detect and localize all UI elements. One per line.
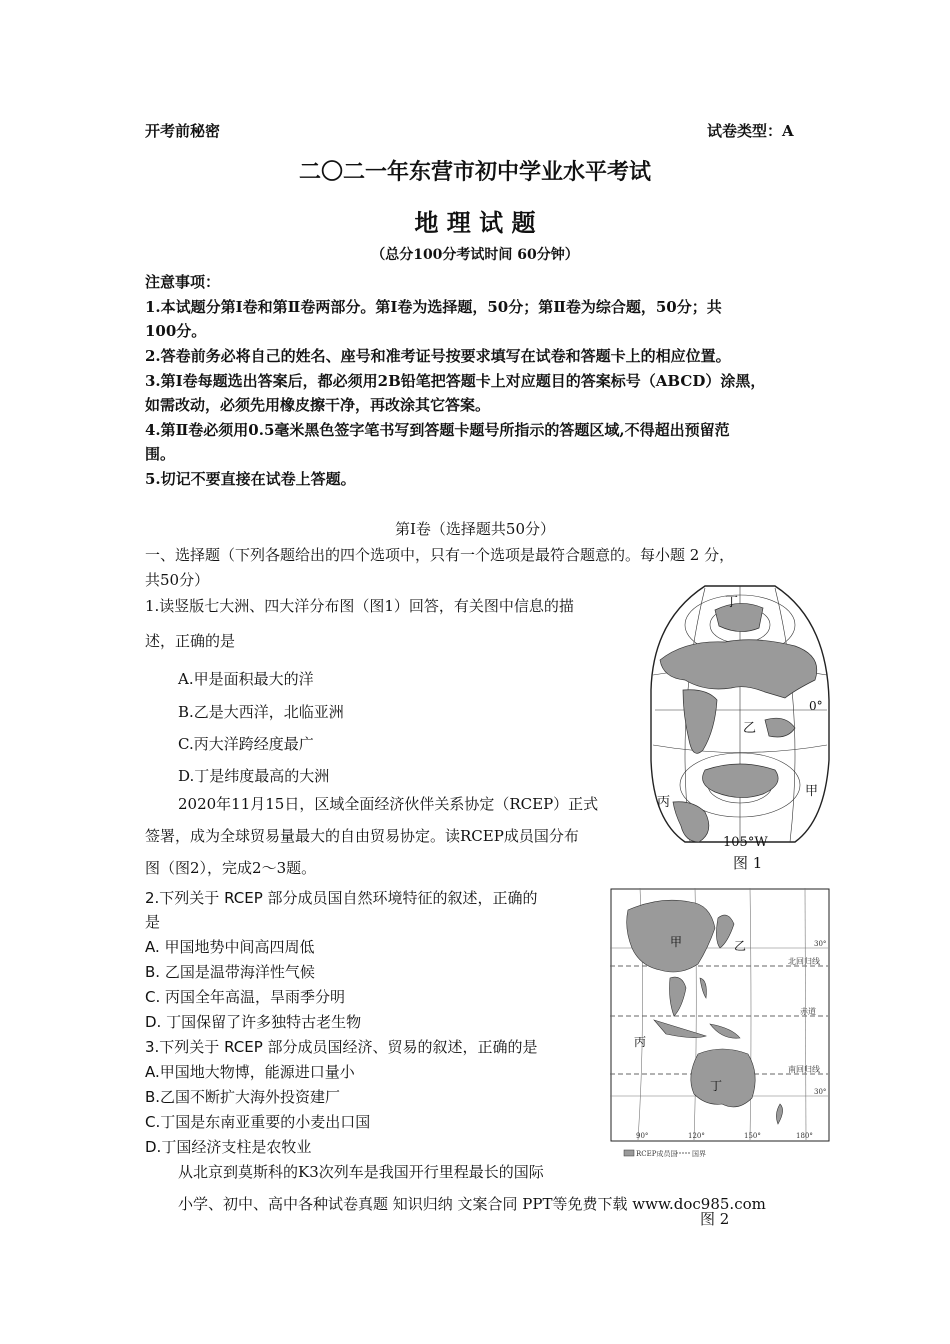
rcep-intro: 签署，成为全球贸易量最大的自由贸易协定。读RCEP成员国分布	[145, 827, 579, 845]
footer-watermark: 小学、初中、高中各种试卷真题 知识归纳 文案合同 PPT等免费下载 www.doc985.com	[178, 1195, 766, 1213]
figure-2-lat-30n: 30°	[814, 940, 827, 948]
rcep-intro: 图（图2），完成2～3题。	[145, 859, 317, 877]
notes-line: 围。	[145, 445, 176, 463]
figure-2-label-bing: 丙	[634, 1035, 647, 1049]
figure-2-rcep-map	[610, 888, 830, 1163]
notes-line: 2.答卷前务必将自己的姓名、座号和准考证号按要求填写在试卷和答题卡上的相应位置。	[145, 347, 731, 365]
question-3-option-c: C.丁国是东南亚重要的小麦出口国	[145, 1113, 371, 1131]
question-2-option-a: A. 甲国地势中间高四周低	[145, 938, 315, 956]
question-1-stem: 1.读竖版七大洲、四大洋分布图（图1）回答，有关图中信息的描	[145, 597, 574, 615]
notes-line: 3.第Ⅰ卷每题选出答案后，都必须用2B铅笔把答题卡上对应题目的答案标号（ABCD）涂黑，	[145, 372, 766, 390]
figure-2-lon-150: 150°	[744, 1132, 761, 1140]
notes-line: 4.第Ⅱ卷必须用0.5毫米黑色签字笔书写到答题卡题号所指示的答题区域,不得超出预留范	[145, 421, 730, 439]
notes-line: 如需改动，必须先用橡皮擦干净，再改涂其它答案。	[145, 396, 491, 414]
section-instruction: 共50分）	[145, 571, 210, 589]
figure-2-lon-120: 120°	[688, 1132, 705, 1140]
subject-title: 地 理 试 题	[414, 208, 536, 237]
notes-line: 5.切记不要直接在试卷上答题。	[145, 470, 356, 488]
notes-heading: 注意事项：	[145, 273, 221, 291]
question-3-option-a: A.甲国地大物博，能源进口量小	[145, 1063, 355, 1081]
figure-2-lon-90: 90°	[636, 1132, 649, 1140]
figure-2-equator: 赤道	[800, 1007, 816, 1016]
question-2-stem: 是	[145, 913, 161, 931]
question-2-option-d: D. 丁国保留了许多独特古老生物	[145, 1013, 362, 1031]
question-2-option-b: B. 乙国是温带海洋性气候	[145, 963, 315, 981]
paper-type-label: 试卷类型：A	[707, 122, 794, 140]
figure-1-label-yi: 乙	[743, 721, 757, 736]
figure-1-world-map	[645, 580, 835, 872]
question-1-option-a: A.甲是面积最大的洋	[178, 670, 314, 688]
figure-1-label-bing: 丙	[657, 795, 671, 810]
question-2-option-c: C. 丙国全年高温，旱雨季分明	[145, 988, 346, 1006]
section-instruction: 一、选择题（下列各题给出的四个选项中，只有一个选项是最符合题意的。每小题 2 分，	[145, 546, 735, 564]
figure-1-label-longitude: 105°W	[723, 835, 768, 850]
figure-2-caption: 图 2	[700, 1210, 730, 1228]
rcep-intro: 2020年11月15日，区域全面经济伙伴关系协定（RCEP）正式	[178, 795, 599, 813]
question-2-stem: 2.下列关于 RCEP 部分成员国自然环境特征的叙述，正确的	[145, 889, 538, 907]
exam-title: 二〇二一年东营市初中学业水平考试	[298, 159, 651, 185]
figure-2-label-jia: 甲	[670, 935, 683, 949]
figure-2-label-ding: 丁	[710, 1079, 723, 1093]
figure-2-tropic-south: 南回归线	[788, 1065, 820, 1074]
section-heading: 第Ⅰ卷（选择题共50分）	[394, 520, 555, 538]
figure-1-caption: 图 1	[733, 854, 763, 872]
question-3-option-b: B.乙国不断扩大海外投资建厂	[145, 1088, 341, 1106]
question-3-option-d: D.丁国经济支柱是农牧业	[145, 1138, 312, 1156]
figure-1-label-equator: 0°	[809, 699, 823, 713]
figure-2-label-yi: 乙	[734, 939, 747, 953]
figure-2-lat-30s: 30°	[814, 1088, 827, 1096]
k3-train-intro: 从北京到莫斯科的K3次列车是我国开行里程最长的国际	[178, 1163, 544, 1181]
figure-1-label-jia: 甲	[805, 784, 819, 799]
figure-2-tropic-north: 北回归线	[788, 957, 820, 966]
figure-2-lon-180: 180°	[796, 1132, 813, 1140]
question-1-option-c: C.丙大洋跨经度最广	[178, 735, 314, 753]
question-1-option-b: B.乙是大西洋，北临亚洲	[178, 703, 344, 721]
question-1-option-d: D.丁是纬度最高的大洲	[178, 767, 330, 785]
figure-2-legend-member: RCEP成员国	[636, 1150, 678, 1158]
figure-1-label-ding: 丁	[725, 595, 739, 610]
confidential-label: 开考前秘密	[145, 122, 221, 140]
notes-line: 1.本试题分第Ⅰ卷和第Ⅱ卷两部分。第Ⅰ卷为选择题，50分；第Ⅱ卷为综合题，50分；共	[145, 298, 722, 316]
score-time-info: （总分100分考试时间 60分钟）	[371, 247, 579, 263]
notes-line: 100分。	[145, 322, 207, 340]
question-1-stem: 述，正确的是	[145, 632, 236, 650]
question-3-stem: 3.下列关于 RCEP 部分成员国经济、贸易的叙述，正确的是	[145, 1038, 538, 1056]
figure-2-legend-border: 国界	[692, 1150, 706, 1158]
